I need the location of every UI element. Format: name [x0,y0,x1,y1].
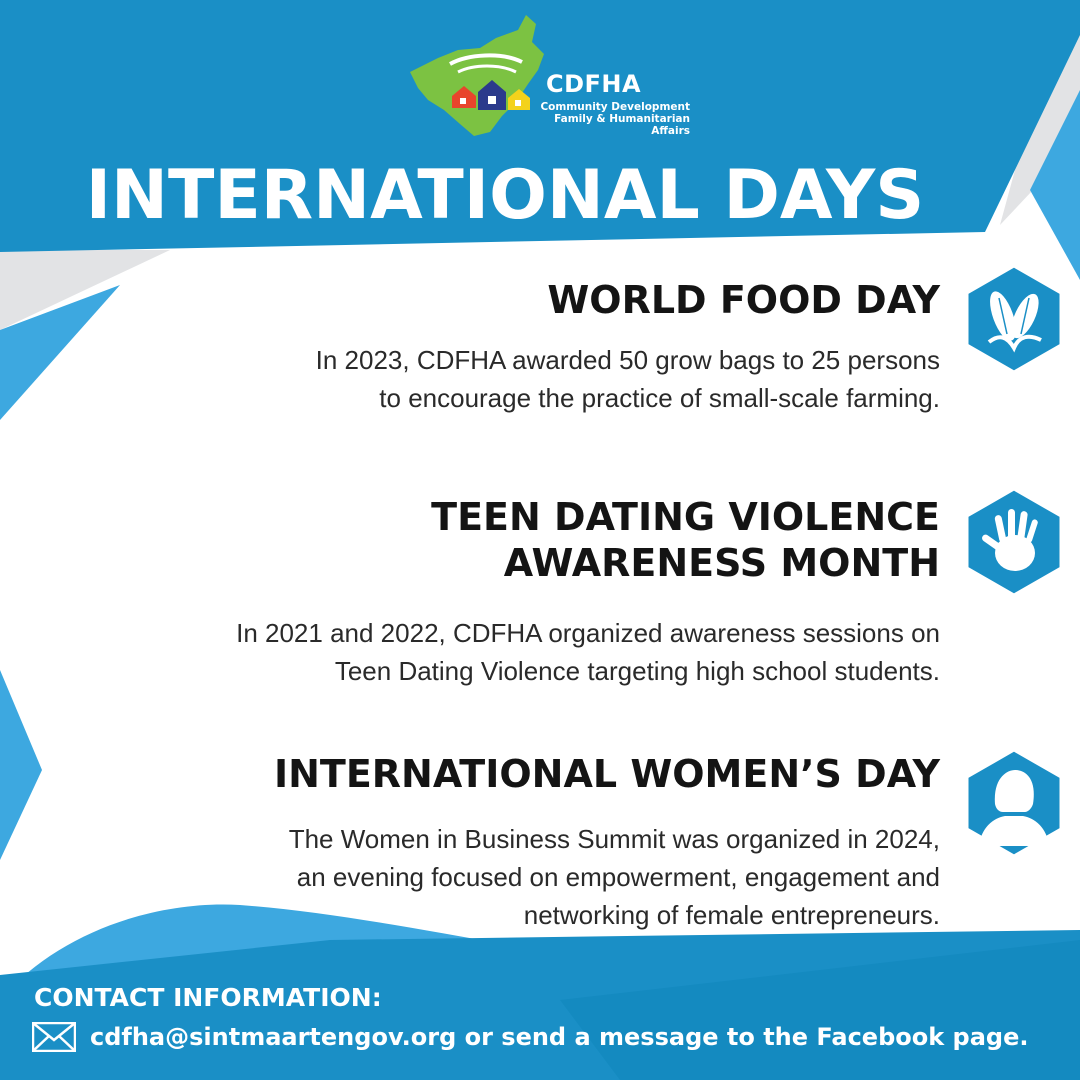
section-title-line: AWARENESS MONTH [503,541,940,585]
mail-icon [32,1022,76,1052]
logo-title: CDFHA [546,70,642,98]
section-title-world-food-day [547,277,940,323]
section-body-international-womens-day [289,820,940,934]
section-body-world-food-day [316,341,940,417]
section-title-line: INTERNATIONAL WOMEN’S DAY [273,752,940,796]
section-body-line: In 2021 and 2022, CDFHA organized awareness sessions on [236,618,940,648]
woman-silhouette-icon [959,748,1069,858]
section-body-line: to encourage the practice of small-scale farming. [379,383,940,413]
section-title-line: TEEN DATING VIOLENCE [431,495,940,539]
page-title: INTERNATIONAL DAYS [85,156,925,235]
section-body-line: an evening focused on empowerment, engagement and [296,862,940,892]
handprint-icon [959,487,1069,597]
section-title-line: WORLD FOOD DAY [547,278,940,322]
section-title-teen-dating-violence [431,494,940,586]
logo-subtitle [540,101,690,137]
section-body-line: networking of female entrepreneurs. [523,900,940,930]
corn-icon [959,264,1069,374]
section-body-line: The Women in Business Summit was organized in 2024, [288,824,940,854]
section-body-line: Teen Dating Violence targeting high school students. [334,656,940,686]
contact-line [32,1022,1029,1052]
section-body-teen-dating-violence [236,614,940,690]
section-title-international-womens-day [274,751,940,797]
logo-subtitle-line1: Community Development [540,101,690,113]
section-body-line: In 2023, CDFHA awarded 50 grow bags to 25 persons [315,345,940,375]
contact-title: CONTACT INFORMATION: [34,983,382,1012]
logo-subtitle-line2: Family & Humanitarian Affairs [554,113,690,137]
contact-email-text[interactable]: cdfha@sintmaartengov.org or send a message to the Facebook page. [90,1023,1029,1051]
